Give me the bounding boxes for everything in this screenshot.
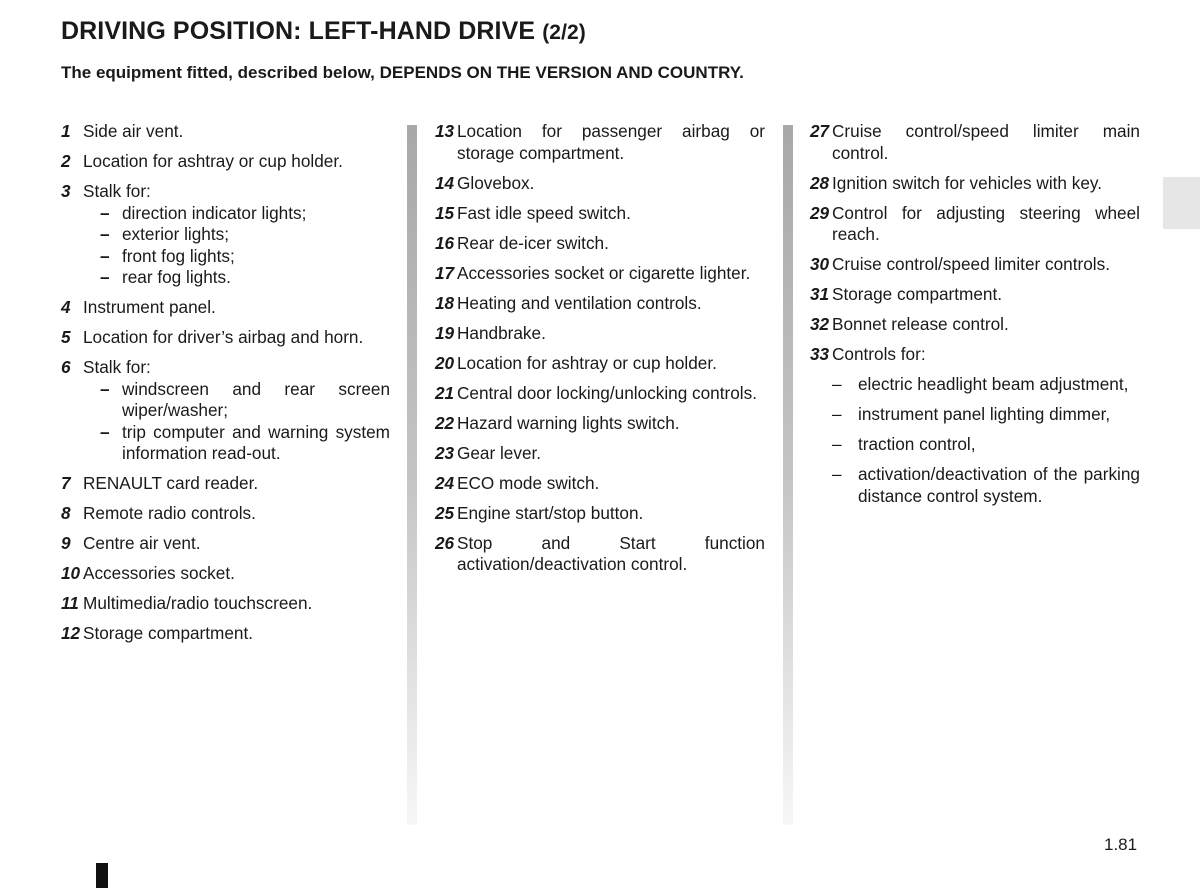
legend-item-text: ECO mode switch.: [457, 472, 600, 493]
title-page-indicator: (2/2): [542, 21, 586, 44]
legend-item-body: [457, 121, 765, 164]
legend-item: [810, 284, 1140, 306]
legend-subitem: [100, 224, 390, 246]
legend-item-body: [457, 383, 765, 405]
bullet-dash: –: [100, 245, 110, 266]
legend-item-number: 17: [435, 262, 455, 283]
legend-item: [61, 563, 390, 585]
legend-item: [435, 203, 765, 225]
legend-item-body: [83, 151, 390, 173]
title-text: DRIVING POSITION: LEFT-HAND DRIVE: [61, 17, 536, 45]
bullet-dash: –: [832, 434, 842, 454]
legend-item-text: Stalk for:: [83, 357, 151, 377]
legend-item-number: 4: [61, 297, 71, 317]
legend-item: [810, 314, 1140, 336]
legend-item-text: Cruise control/speed limiter controls.: [832, 254, 1110, 274]
legend-column-1: [61, 121, 390, 653]
legend-item-number: 31: [810, 284, 830, 304]
legend-item-number: 18: [435, 292, 455, 313]
bullet-dash: –: [100, 378, 110, 399]
legend-subitem-text: front fog lights;: [122, 245, 235, 266]
legend-item-number: 13: [435, 121, 455, 141]
bullet-dash: –: [832, 404, 842, 424]
legend-item-text: Storage compartment.: [832, 284, 1003, 304]
legend-item-body: [83, 563, 390, 585]
legend-item-text: Handbrake.: [457, 322, 546, 343]
legend-item: [61, 357, 390, 465]
legend-item: [810, 203, 1140, 246]
legend-subitem-text: windscreen and rear screen wiper/washer;: [122, 378, 390, 420]
legend-item: [435, 473, 765, 495]
legend-item-body: [832, 173, 1140, 195]
legend-subitem: [832, 374, 1140, 396]
legend-item-text: Location for driver’s airbag and horn.: [83, 327, 364, 347]
legend-item-text: Accessories socket.: [83, 563, 235, 583]
legend-item: [435, 533, 765, 576]
legend-column-3: [810, 121, 1140, 516]
legend-item-body: [83, 623, 390, 645]
legend-item: [61, 473, 390, 495]
legend-item-body: [832, 314, 1140, 336]
legend-item-number: 25: [435, 502, 455, 523]
legend-item: [435, 293, 765, 315]
legend-item-text: Central door locking/unlocking controls.: [457, 382, 757, 403]
legend-item: [435, 353, 765, 375]
legend-item-text: Glovebox.: [457, 172, 535, 193]
legend-item-number: 22: [435, 412, 455, 433]
legend-item-body: [457, 293, 765, 315]
crop-mark: [96, 863, 108, 888]
legend-item-body: [832, 254, 1140, 276]
legend-item: [435, 443, 765, 465]
legend-item-text: Engine start/stop button.: [457, 502, 644, 523]
legend-subitem: [100, 422, 390, 465]
legend-item-number: 5: [61, 327, 71, 347]
column-separator: [407, 125, 417, 825]
legend-subitem: [100, 379, 390, 422]
legend-item-number: 24: [435, 472, 455, 493]
legend-item-number: 33: [810, 344, 830, 364]
legend-item: [61, 503, 390, 525]
legend-subitem-text: rear fog lights.: [122, 267, 231, 287]
bullet-dash: –: [832, 464, 842, 484]
bullet-dash: –: [100, 267, 110, 287]
legend-item-body: [457, 533, 765, 576]
legend-item-number: 8: [61, 503, 71, 523]
legend-item-body: [83, 593, 390, 615]
legend-item: [810, 344, 1140, 507]
legend-item-text: Instrument panel.: [83, 297, 216, 317]
legend-subitem-text: exterior lights;: [122, 224, 229, 244]
legend-item: [435, 173, 765, 195]
legend-item-body: [457, 503, 765, 525]
legend-item: [61, 623, 390, 645]
bullet-dash: –: [100, 202, 110, 223]
legend-item-body: [457, 353, 765, 375]
legend-item-number: 9: [61, 533, 71, 553]
legend-item-body: [457, 473, 765, 495]
page-title: [61, 17, 586, 46]
legend-item: [61, 121, 390, 143]
legend-item-text: RENAULT card reader.: [83, 473, 259, 493]
legend-item-number: 16: [435, 232, 455, 253]
legend-item-text: Heating and ventilation controls.: [457, 292, 702, 313]
legend-item-number: 14: [435, 172, 455, 193]
legend-item-number: 15: [435, 202, 455, 223]
legend-item-text: Hazard warning lights switch.: [457, 412, 680, 433]
legend-item-text: Multimedia/radio touchscreen.: [83, 593, 313, 613]
bullet-dash: –: [832, 374, 842, 394]
legend-subitem: [100, 267, 390, 289]
legend-item: [61, 533, 390, 555]
bullet-dash: –: [100, 421, 110, 442]
legend-item-text: Stalk for:: [83, 181, 151, 201]
legend-item-text: Storage compartment.: [83, 623, 254, 643]
column-separator: [783, 125, 793, 825]
legend-item-number: 19: [435, 322, 455, 343]
legend-item-number: 7: [61, 473, 71, 493]
legend-item-number: 11: [61, 593, 79, 613]
legend-item-body: [457, 203, 765, 225]
legend-item-body: [83, 503, 390, 525]
legend-item-text: Gear lever.: [457, 442, 542, 463]
legend-sublist: [832, 374, 1140, 507]
legend-subitem-text: direction indicator lights;: [122, 202, 307, 223]
legend-item-number: 21: [435, 382, 455, 403]
legend-item-text: Accessories socket or cigarette lighter.: [457, 262, 751, 283]
legend-item-text: Stop and Start function activation/deactivation control.: [457, 532, 765, 574]
legend-item-number: 12: [61, 623, 81, 643]
legend-item-text: Centre air vent.: [83, 533, 201, 553]
legend-item: [810, 121, 1140, 164]
legend-item-number: 29: [810, 202, 830, 223]
legend-item-body: [83, 121, 390, 143]
legend-item-body: [832, 344, 1140, 507]
legend-item-number: 26: [435, 532, 455, 553]
legend-item-body: [83, 533, 390, 555]
legend-item-text: Controls for:: [832, 344, 926, 364]
legend-item-body: [83, 327, 390, 349]
legend-item-number: 6: [61, 357, 71, 377]
legend-column-2: [435, 121, 765, 584]
legend-subitem-text: traction control,: [858, 434, 976, 454]
legend-item-text: Remote radio controls.: [83, 503, 256, 523]
legend-item-number: 3: [61, 181, 71, 201]
legend-item: [435, 503, 765, 525]
legend-subitem: [832, 434, 1140, 456]
legend-subitem-text: electric headlight beam adjustment,: [858, 374, 1129, 394]
legend-item-number: 2: [61, 151, 71, 171]
legend-item-body: [832, 284, 1140, 306]
legend-item: [435, 263, 765, 285]
legend-item-text: Location for ashtray or cup holder.: [457, 352, 717, 373]
legend-item-text: Location for passenger airbag or storage compartment.: [457, 121, 765, 163]
legend-item: [435, 383, 765, 405]
legend-item-body: [457, 173, 765, 195]
legend-item-body: [457, 323, 765, 345]
page-number: 1.81: [1104, 835, 1138, 854]
legend-item-number: 32: [810, 314, 830, 334]
legend-subitem: [832, 464, 1140, 507]
legend-item-body: [83, 181, 390, 289]
legend-subitem-text: instrument panel lighting dimmer,: [858, 404, 1111, 424]
equipment-notice: The equipment fitted, described below, DEPENDS ON THE VERSION AND COUNTRY.: [61, 63, 744, 82]
legend-item-text: Rear de-icer switch.: [457, 232, 609, 253]
legend-item-body: [457, 233, 765, 255]
legend-item: [61, 151, 390, 173]
legend-item: [435, 413, 765, 435]
legend-item-number: 10: [61, 563, 81, 583]
legend-item: [61, 327, 390, 349]
legend-sublist: [83, 203, 390, 289]
legend-item-text: Ignition switch for vehicles with key.: [832, 172, 1103, 193]
legend-item: [435, 121, 765, 164]
legend-item-number: 1: [61, 121, 71, 141]
legend-item-number: 23: [435, 442, 455, 463]
legend-subitem-text: trip computer and warning system information read-out.: [122, 421, 390, 463]
legend-item-number: 30: [810, 254, 830, 274]
legend-item-text: Location for ashtray or cup holder.: [83, 151, 343, 171]
legend-item: [61, 181, 390, 289]
legend-subitem: [100, 246, 390, 268]
legend-subitem: [100, 203, 390, 225]
legend-item-number: 28: [810, 172, 830, 193]
bullet-dash: –: [100, 224, 110, 244]
legend-subitem: [832, 404, 1140, 426]
chapter-tab: [1163, 177, 1200, 229]
legend-item: [61, 593, 390, 615]
legend-item: [435, 323, 765, 345]
legend-item-body: [457, 443, 765, 465]
legend-item-body: [832, 203, 1140, 246]
legend-subitem-text: activation/deactivation of the parking distance control system.: [858, 464, 1140, 506]
legend-item: [61, 297, 390, 319]
legend-item: [810, 254, 1140, 276]
legend-item-text: Cruise control/speed limiter main control.: [832, 121, 1140, 163]
legend-item-body: [457, 413, 765, 435]
legend-item-number: 27: [810, 121, 830, 141]
legend-item-body: [83, 473, 390, 495]
legend-item-body: [83, 297, 390, 319]
legend-item-text: Control for adjusting steering wheel reach.: [832, 202, 1140, 244]
legend-sublist: [83, 379, 390, 465]
legend-item-text: Bonnet release control.: [832, 314, 1009, 334]
legend-item-body: [832, 121, 1140, 164]
legend-item: [810, 173, 1140, 195]
legend-item-body: [457, 263, 765, 285]
legend-item-text: Side air vent.: [83, 121, 184, 141]
legend-item: [435, 233, 765, 255]
legend-item-number: 20: [435, 352, 455, 373]
legend-item-text: Fast idle speed switch.: [457, 202, 631, 223]
legend-item-body: [83, 357, 390, 465]
